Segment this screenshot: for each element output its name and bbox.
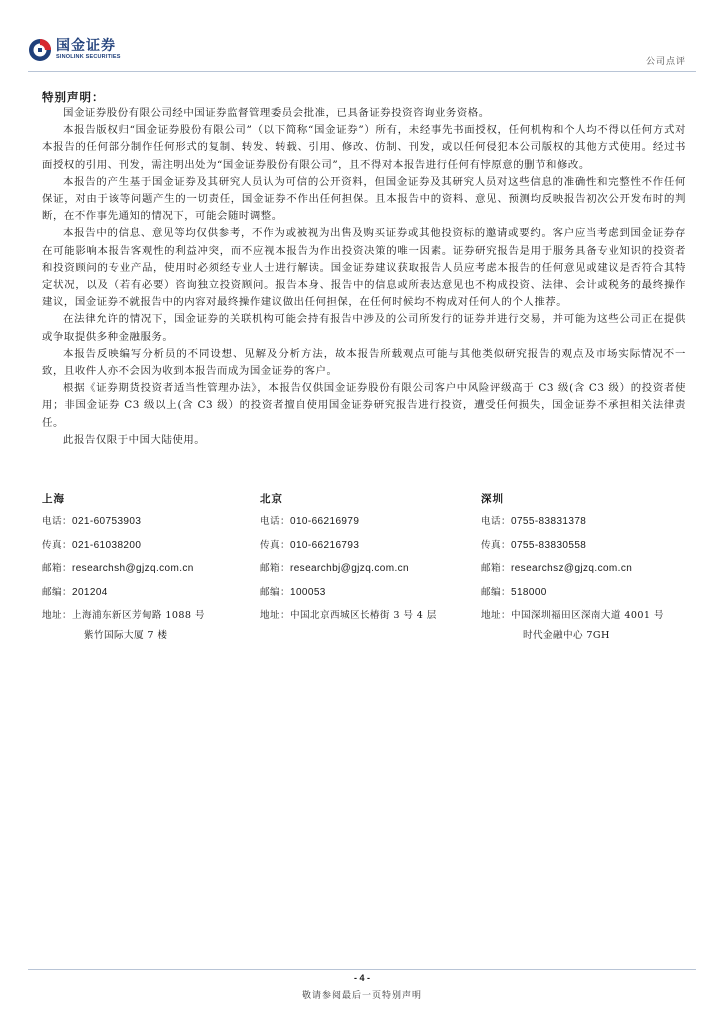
page-header (0, 0, 724, 80)
address-line2: 紫竹国际大厦 7 楼 (84, 630, 168, 641)
notice-paragraph: 此报告仅限于中国大陆使用。 (63, 433, 206, 446)
office-postcode (260, 586, 470, 610)
phone-value: 0755-83831378 (510, 516, 587, 527)
email-link[interactable]: researchbj@gjzq.com.cn (289, 563, 409, 574)
office-fax (42, 539, 252, 563)
notice-paragraph: 在法律允许的情况下，国金证券的关联机构可能会持有报告中涉及的公司所发行的证券并进行交易，并可能为这些公司正在提供或争取提供多种金融服务。 (42, 313, 686, 343)
office-postcode (42, 586, 252, 610)
office-postcode (481, 586, 691, 610)
address-label: 地址： (42, 610, 72, 621)
fax-label: 传真： (42, 539, 72, 551)
office-city: 北京 (260, 493, 283, 505)
email-label: 邮箱： (481, 563, 511, 574)
phone-label: 电话： (42, 516, 72, 527)
sinolink-logo-icon (28, 38, 52, 62)
office-address (260, 609, 470, 629)
office-city: 上海 (42, 493, 65, 505)
footer-divider (28, 969, 696, 970)
notice-paragraph: 国金证券股份有限公司经中国证券监督管理委员会批准，已具备证券投资咨询业务资格。 (63, 107, 490, 119)
office-beijing (260, 491, 470, 629)
logo-chinese-name: 国金证券 (56, 38, 116, 54)
fax-value: 010-66216793 (289, 539, 360, 551)
office-fax (481, 539, 691, 563)
office-phone (260, 515, 470, 539)
notice-paragraph: 本报告中的信息、意见等均仅供参考，不作为或被视为出售及购买证券或其他投资标的邀请或要约。客户应当考虑到国金证券存在可能影响本报告客观性的利益冲突，而不应视本报告为作出投资决策的唯一因素。证券研究报告是用于服务具备专业知识的投资者和投资顾问的专业产品，使用时必须经专业人士进行解读。国金证券建议获取报告人员应考虑本报告的任何意见或建议是否符合其特定状况，以及（若有必要）咨询独立投资顾问。报告本身、报告中的信息或所表达意见也不构成投资、法律、会计或税务的最终操作建议，国金证券不就报告中的内容对最终操作建议做出任何担保，在任何时候均不构成对任何人的个人推荐。 (42, 227, 686, 309)
notice-title: 特别声明： (42, 90, 105, 104)
office-city: 深圳 (481, 493, 504, 505)
header-divider (28, 71, 696, 72)
phone-value: 021-60753903 (71, 516, 142, 527)
postcode-label: 邮编： (42, 586, 72, 598)
logo-english-name: SINOLINK SECURITIES (56, 54, 121, 60)
postcode-value: 201204 (71, 586, 108, 598)
company-logo (28, 38, 121, 62)
office-email (481, 562, 691, 586)
phone-value: 010-66216979 (289, 516, 360, 527)
office-shenzhen (481, 491, 691, 643)
notice-paragraph: 本报告版权归“国金证券股份有限公司”（以下简称“国金证券”）所有，未经事先书面授权，任何机构和个人均不得以任何方式对本报告的任何部分制作任何形式的复制、转发、转载、引用、修改、仿制、刊发，或以任何侵犯本公司版权的其他方式使用。经过书面授权的引用、刊发，需注明出处为“国金证券股份有限公司”，且不得对本报告进行任何有悖原意的删节和修改。 (42, 124, 686, 171)
office-address (481, 609, 691, 643)
email-link[interactable]: researchsz@gjzq.com.cn (510, 563, 633, 574)
address-label: 地址： (260, 610, 290, 621)
notice-paragraph: 本报告反映编写分析员的不同设想、见解及分析方法，故本报告所载观点可能与其他类似研究报告的观点及市场实际情况不一致，且收件人亦不会因为收到本报告而成为国金证券的客户。 (42, 347, 686, 378)
address-line1: 中国深圳福田区深南大道 4001 号 (510, 610, 664, 621)
page-number: - 4 - (353, 973, 370, 983)
phone-label: 电话： (481, 516, 511, 527)
postcode-value: 100053 (289, 586, 326, 598)
notice-body (42, 105, 686, 449)
postcode-label: 邮编： (260, 586, 290, 598)
email-link[interactable]: researchsh@gjzq.com.cn (71, 563, 194, 574)
office-email (42, 562, 252, 586)
document-type: 公司点评 (645, 57, 686, 67)
email-label: 邮箱： (42, 563, 72, 574)
office-address (42, 609, 252, 643)
fax-value: 021-61038200 (71, 539, 142, 551)
phone-label: 电话： (260, 516, 290, 527)
office-phone (42, 515, 252, 539)
office-fax (260, 539, 470, 563)
postcode-label: 邮编： (481, 586, 511, 598)
office-phone (481, 515, 691, 539)
postcode-value: 518000 (510, 586, 547, 598)
address-label: 地址： (481, 610, 511, 621)
fax-label: 传真： (260, 539, 290, 551)
address-line2: 时代金融中心 7GH (523, 630, 610, 641)
address-line1: 上海浦东新区芳甸路 1088 号 (71, 610, 205, 621)
footer-note: 敬请参阅最后一页特别声明 (301, 991, 422, 1001)
fax-value: 0755-83830558 (510, 539, 587, 551)
notice-paragraph: 根据《证券期货投资者适当性管理办法》，本报告仅供国金证券股份有限公司客户中风险评级高于 C3 级(含 C3 级）的投资者使用；非国金证券 C3 级以上(含 C3 级）的投资者擅自使用国金证券研究报告进行投资，遭受任何损失，国金证券不承担相关法律责任。 (42, 382, 686, 429)
fax-label: 传真： (481, 539, 511, 551)
address-line1: 中国北京西城区长椿街 3 号 4 层 (289, 610, 437, 621)
office-email (260, 562, 470, 586)
notice-paragraph: 本报告的产生基于国金证券及其研究人员认为可信的公开资料，但国金证券及其研究人员对这些信息的准确性和完整性不作任何保证，对由于该等问题产生的一切责任，国金证券不作出任何担保。且本报告中的资料、意见、预测均反映报告初次公开发布时的判断，在不作事先通知的情况下，可能会随时调整。 (42, 175, 686, 223)
email-label: 邮箱： (260, 563, 290, 574)
office-shanghai (42, 491, 252, 643)
